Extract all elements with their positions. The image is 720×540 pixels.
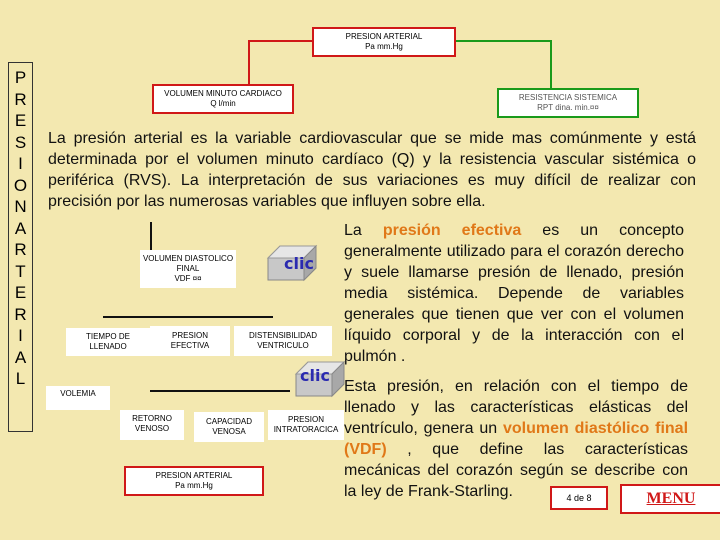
box-label: VOLEMIA	[60, 389, 96, 398]
box-label: RESISTENCIA SISTEMICA	[518, 93, 618, 102]
side-letter: O	[13, 175, 28, 195]
side-letter: A	[14, 347, 27, 367]
side-letter: T	[15, 261, 26, 281]
box-label: Pa mm.Hg	[365, 42, 403, 51]
para-text: La	[344, 222, 383, 239]
box-label: CAPACIDAD	[205, 417, 253, 426]
side-letter: I	[18, 154, 23, 173]
box-label: TIEMPO DE	[85, 332, 130, 341]
page-indicator-label: 4 de 8	[566, 493, 592, 503]
vdf-box	[140, 250, 236, 288]
side-letter: I	[18, 326, 23, 345]
para-text: , que define las características mecánicas del corazón según se describe con la ley de Frank-Starling.	[344, 441, 688, 500]
presion-arterial-top-box	[312, 27, 456, 57]
box-label: Q l/min	[210, 99, 236, 108]
box-label: EFECTIVA	[170, 341, 210, 350]
side-letter: A	[14, 218, 27, 238]
tiempo-llenado-box	[66, 328, 150, 356]
box-label: PRESION ARTERIAL	[345, 32, 423, 41]
retorno-venoso-box	[120, 410, 184, 440]
intro-paragraph	[48, 128, 696, 212]
connector-line	[248, 40, 312, 42]
box-label: RPT dina. min.¤¤	[537, 103, 599, 112]
side-letter: L	[15, 369, 26, 388]
menu-button[interactable]	[620, 484, 720, 514]
para-text: es un concepto generalmente utilizado para el corazón derecho y suele llamarse presión de llenado, presión media sistémica. Depende de variables generales que tienen que ver con el volumen líquido corporal y de la interacción con el pulmón .	[344, 222, 685, 365]
box-label: VOLUMEN MINUTO CARDIACO	[164, 89, 282, 98]
connector-line	[150, 390, 290, 392]
presion-efectiva-box	[150, 326, 230, 356]
presion-efectiva-paragraph	[344, 220, 684, 367]
box-label: VOLUMEN DIASTOLICO	[142, 254, 234, 263]
clic-label: clic	[300, 366, 330, 385]
box-label: Pa mm.Hg	[175, 481, 213, 490]
box-label: VENTRICULO	[257, 341, 309, 350]
side-letter: R	[14, 89, 27, 109]
side-letter: E	[14, 111, 27, 130]
side-title	[8, 62, 33, 432]
resistencia-sistemica-box	[497, 88, 639, 118]
box-label: PRESION	[287, 415, 324, 424]
presion-intratoracica-box	[268, 410, 344, 440]
capacidad-venosa-box	[194, 412, 264, 442]
volumen-minuto-box	[152, 84, 294, 114]
box-label: VDF ¤¤	[174, 274, 202, 283]
para-text: Esta presión, en relación con el tiempo de llenado y las características elásticas del ventrículo, genera un	[344, 378, 688, 437]
box-label: VENOSO	[134, 424, 170, 433]
connector-line	[150, 222, 152, 250]
connector-line	[103, 316, 273, 318]
volemia-box	[46, 386, 110, 410]
presion-arterial-bottom-box	[124, 466, 264, 496]
box-label: PRESION	[171, 331, 208, 340]
clic-label: clic	[284, 254, 314, 273]
connector-line	[248, 40, 250, 84]
distensibilidad-box	[234, 326, 332, 356]
box-label: INTRATORACICA	[273, 425, 339, 434]
box-label: PRESION ARTERIAL	[155, 471, 233, 480]
clic-button-2[interactable]	[286, 356, 352, 400]
page-indicator	[550, 486, 608, 510]
vdf-highlight: volumen diastólico final (VDF)	[344, 420, 689, 458]
side-letter: E	[14, 283, 27, 302]
box-label: VENOSA	[212, 427, 246, 436]
box-label: DISTENSIBILIDAD	[248, 331, 317, 340]
menu-label: MENU	[646, 490, 696, 507]
side-letter: R	[14, 304, 27, 324]
connector-line	[550, 40, 552, 88]
box-label: LLENADO	[89, 342, 127, 351]
box-label: RETORNO	[132, 414, 172, 423]
side-letter: R	[14, 240, 27, 259]
side-letter: S	[14, 132, 27, 152]
connector-line	[456, 40, 552, 42]
presion-efectiva-highlight: presión efectiva	[382, 222, 522, 239]
intro-text: La presión arterial es la variable cardiovascular que se mide mas comúnmente y está determinada por el volumen minuto cardíaco (Q) y la resistencia vascular sistémica o periférica (RVS). La interpretación de sus variaciones es muy difícil de realizar con precisión por las numerosas variables que influyen sobre ella.	[48, 130, 696, 210]
side-letter: P	[14, 68, 27, 87]
box-label: FINAL	[176, 264, 200, 273]
side-letter: N	[14, 197, 27, 216]
clic-button-1[interactable]	[258, 240, 324, 284]
